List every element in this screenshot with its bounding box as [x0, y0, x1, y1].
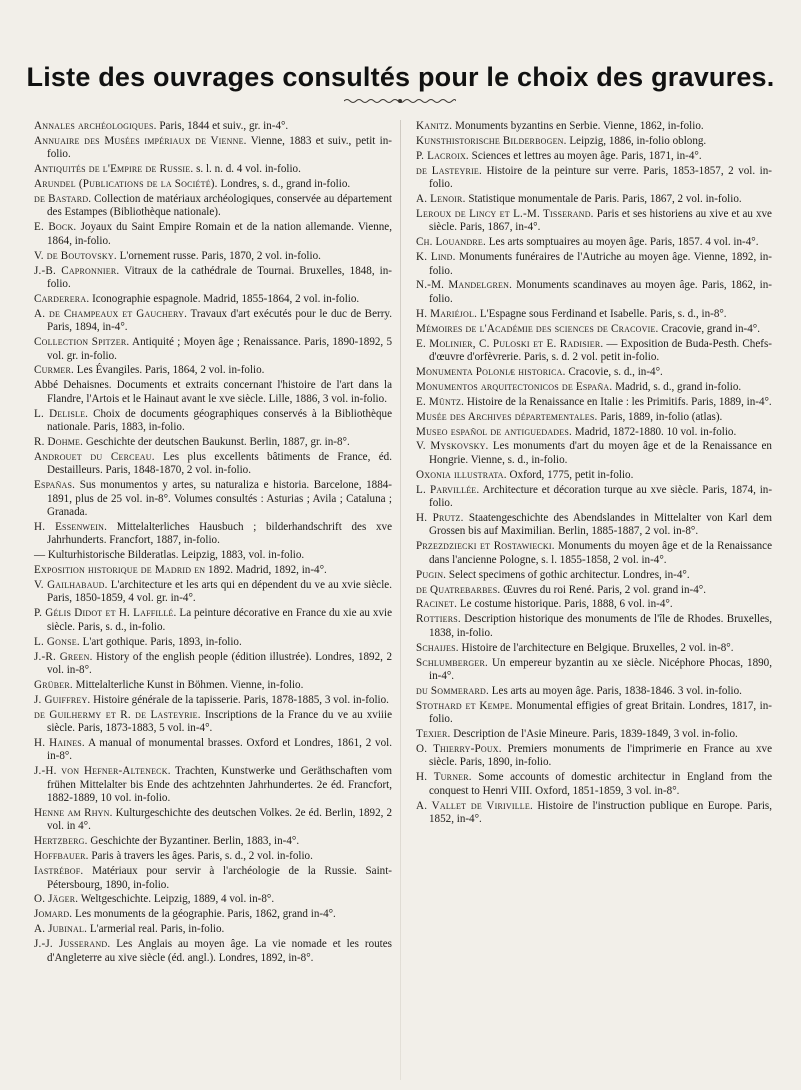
bibliography-entry [34, 908, 392, 921]
entry-author: E. Bock. [34, 221, 77, 234]
entry-author: Rottiers. [416, 613, 461, 626]
bibliography-entry [34, 549, 392, 562]
bibliography-entry [416, 366, 772, 379]
page-title: Liste des ouvrages consultés pour le choix des gravures. [26, 62, 775, 93]
bibliography-entry [34, 379, 392, 406]
entry-author: A. Jubinal. [34, 923, 88, 936]
entry-details: Monuments funéraires de l'Autriche au moyen âge. Vienne, 1892, in-folio. [429, 251, 772, 277]
bibliography-entry [416, 338, 772, 365]
entry-author: J.-B. Capronnier. [34, 264, 120, 277]
bibliography-entry [34, 135, 392, 162]
entry-details: Les plus excellents bâtiments de France, éd. Destailleurs. Paris, 1848-1870, 2 vol. in-folio. [47, 450, 392, 477]
bibliography-entry [34, 408, 392, 435]
entry-author: V. de Boutovsky. [34, 249, 117, 262]
bibliography-entry [416, 657, 772, 684]
entry-author: Schlumberger. [416, 656, 488, 669]
bibliography-entry [416, 381, 772, 394]
entry-details: Joyaux du Saint Empire Romain et de la nation allemande. Vienne, 1864, in-folio. [47, 221, 392, 247]
entry-details: Collection de matériaux archéologiques, conservée au département des Estampes (Bibliothèque nationale). [47, 193, 392, 219]
entry-author: Monumenta Poloniæ historica. [416, 365, 566, 378]
entry-details: Select specimens of gothic architectur. Londres, in-4°. [446, 568, 690, 581]
entry-author: du Sommerard. [416, 684, 489, 697]
entry-details: Choix de documents géographiques conservés à la Bibliothèque nationale. Paris, 1883, in-folio. [47, 407, 392, 434]
bibliography-entry [34, 178, 392, 191]
entry-author: J.-J. Jusserand. [34, 938, 111, 951]
entry-author: V. Gailhabaud. [34, 579, 108, 591]
bibliography-entry [416, 743, 772, 770]
bibliography-entry [416, 279, 772, 306]
bibliography-entry [34, 607, 392, 634]
bibliography-entry [34, 364, 392, 377]
entry-author: Arundel (Publications de la Société). [34, 178, 218, 191]
entry-author: Annales archéologiques. [34, 120, 157, 132]
entry-author: Pugin. [416, 568, 447, 581]
bibliography-entry [34, 765, 392, 805]
bibliography-entry [416, 396, 772, 409]
entry-details: Histoire de la Renaissance en Italie : les Primitifs. Paris, 1889, in-4°. [464, 395, 772, 408]
bibliography-entry [34, 308, 392, 335]
entry-details: Matériaux pour servir à l'archéologie de la Russie. Saint-Pétersbourg, 1890, in-folio. [47, 865, 392, 891]
entry-author: Annuaire des Musées impériaux de Vienne. [34, 134, 247, 147]
entry-details: Paris et ses historiens au xive et au xve siècle. Paris, 1867, in-4°. [429, 207, 772, 234]
entry-details: Kulturgeschichte des deutschen Volkes. 2e éd. Berlin, 1892, 2 vol. in 4°. [47, 807, 392, 833]
entry-details: Monuments scandinaves au moyen âge. Paris, 1862, in-folio. [429, 279, 773, 305]
entry-details: Œuvres du roi René. Paris, 2 vol. grand in-4°. [500, 583, 706, 596]
entry-author: Leroux de Lincy et L.-M. Tisserand. [416, 207, 594, 220]
bibliography-entry [34, 250, 392, 263]
entry-author: J. Guiffrey. [34, 693, 91, 706]
bibliography-entry [34, 865, 392, 892]
bibliography-entry [34, 120, 392, 133]
entry-details: Sciences et lettres au moyen âge. Paris, 1871, in-4°. [468, 149, 702, 162]
entry-author: de Bastard. [34, 193, 92, 206]
bibliography-left-column [34, 120, 392, 966]
bibliography-entry [416, 193, 772, 206]
bibliography-entry [416, 150, 772, 163]
bibliography-entry [416, 598, 772, 611]
entry-author: A. de Champeaux et Gauchery. [34, 307, 188, 320]
entry-details: Histoire de l'instruction publique en Europe. Paris, 1852, in-4°. [429, 799, 772, 825]
entry-details: — Kulturhistorische Bilderatlas. Leipzig, 1883, vol. in-folio. [34, 549, 305, 562]
entry-author: Kanitz. [416, 120, 453, 132]
bibliography-entry [416, 512, 772, 539]
entry-author: L. Delisle. [34, 407, 89, 420]
bibliography-entry [34, 479, 392, 519]
ornamental-rule [344, 97, 456, 105]
bibliography-entry [34, 807, 392, 834]
bibliography-entry [34, 709, 392, 736]
entry-author: Grüber. [34, 678, 73, 691]
entry-details: Monuments byzantins en Serbie. Vienne, 1862, in-folio. [452, 120, 704, 132]
bibliography-entry [34, 938, 392, 965]
bibliography-entry [416, 642, 772, 655]
entry-author: H. Haines. [34, 736, 85, 749]
entry-details: Histoire générale de la tapisserie. Paris, 1878-1885, 3 vol. in-folio. [90, 693, 389, 706]
entry-author: Collection Spitzer. [34, 336, 130, 349]
entry-author: Hoffbauer. [34, 850, 89, 863]
bibliography-entry [416, 569, 772, 582]
entry-details: Staatengeschichte des Abendslandes in Mittelalter von Karl dem Grossen bis auf Maximilian. Berlin, 1885-1887, 2 vol. in-8°. [429, 511, 772, 538]
bibliography-entry [34, 293, 392, 306]
entry-author: Schaijes. [416, 641, 459, 654]
entry-details: L'armerial real. Paris, in-folio. [87, 923, 225, 936]
entry-author: Españas. [34, 479, 76, 492]
entry-details: Paris, 1844 et suiv., gr. in-4°. [156, 120, 289, 132]
bibliography-entry [34, 451, 392, 478]
entry-author: J.-H. von Hefner-Alteneck. [34, 765, 171, 778]
entry-details: Madrid, s. d., grand in-folio. [612, 380, 742, 393]
entry-author: H. Prutz. [416, 511, 464, 524]
entry-details: Paris à travers les âges. Paris, s. d., 2 vol. in-folio. [88, 850, 313, 863]
entry-details: Le costume historique. Paris, 1888, 6 vol. in-4°. [457, 598, 673, 611]
entry-author: J.-R. Green. [34, 650, 93, 663]
entry-details: Cracovie, s. d., in-4°. [565, 365, 663, 378]
entry-author: Hertzberg. [34, 835, 88, 848]
bibliography-entry [34, 336, 392, 363]
entry-details: Leipzig, 1886, in-folio oblong. [566, 134, 707, 147]
entry-details: Les Anglais au moyen âge. La vie nomade et les routes d'Angleterre au xive siècle (éd. angl.). Londres, 1892, in-8°. [47, 938, 393, 964]
bibliography-entry [34, 737, 392, 764]
bibliography-entry [34, 221, 392, 248]
bibliography-right-column [416, 120, 772, 828]
entry-details: Les monuments de la géographie. Paris, 1862, grand in-4°. [72, 908, 336, 921]
entry-author: Mémoires de l'Académie des sciences de Cracovie. [416, 322, 659, 335]
entry-details: L'architecture et les arts qui en dépendent du ve au xvie siècle. Paris, 1850-1859, 4 vol. gr. in-4°. [47, 579, 393, 605]
entry-author: V. Myskovsky. [416, 440, 489, 453]
entry-author: Kunsthistorische Bilderbogen. [416, 134, 567, 147]
entry-author: Oxonia illustrata. [416, 468, 507, 481]
entry-details: Sus monumentos y artes, su naturaliza e historia. Barcelone, 1884-1891, plus de 25 vol. in-8°. Volumes consultés : Asturias ; Avila ; Cataluna ; Granada. [47, 479, 392, 518]
entry-author: Henne am Rhyn. [34, 807, 113, 819]
bibliography-entry [416, 800, 772, 827]
entry-details: Un empereur byzantin au xe siècle. Nicéphore Phocas, 1890, in-4°. [429, 656, 772, 682]
bibliography-entry [34, 521, 392, 548]
bibliography-entry [34, 193, 392, 220]
entry-details: A manual of monumental brasses. Oxford et Londres, 1861, 2 vol. in-8°. [47, 736, 392, 763]
bibliography-entry [34, 651, 392, 678]
entry-author: de Lasteyrie. [416, 164, 482, 177]
entry-author: H. Mariéjol. [416, 307, 478, 320]
entry-author: Androuet du Cerceau. [34, 450, 155, 463]
bibliography-entry [416, 440, 772, 467]
bibliography-entry [416, 584, 772, 597]
entry-author: R. Dohme. [34, 435, 84, 448]
entry-author: A. Vallet de Viriville. [416, 799, 533, 812]
entry-author: Ch. Louandre. [416, 236, 486, 249]
entry-author: Monumentos arquitectonicos de España. [416, 380, 613, 393]
entry-details: Premiers monuments de l'imprimerie en France au xve siècle. Paris, 1890, in-folio. [429, 742, 772, 769]
bibliography-entry [34, 564, 392, 577]
entry-author: Museo español de antiguedades. [416, 425, 572, 438]
bibliography-entry [416, 208, 772, 235]
entry-author: A. Lenoir. [416, 193, 466, 206]
bibliography-entry [34, 436, 392, 449]
entry-author: L. Parvillée. [416, 483, 480, 496]
entry-author: Musée des Archives départementales. [416, 410, 598, 423]
entry-details: Les arts somptuaires au moyen âge. Paris, 1857. 4 vol. in-4°. [485, 236, 759, 249]
entry-details: Madrid, 1872-1880. 10 vol. in-folio. [572, 425, 737, 438]
entry-details: Cracovie, grand in-4°. [658, 322, 760, 335]
bibliography-entry [416, 540, 772, 567]
entry-author: Antiquités de l'Empire de Russie. [34, 163, 194, 176]
entry-details: Monumental effigies of great Britain. Londres, 1817, in-folio. [429, 699, 772, 726]
entry-details: Trachten, Kunstwerke und Geräthschaften vom frühen Mittelalter bis Ende des achtzehnten Jahrhundertes. 2e éd. Francfort, 1882-1889, 10 vol. in-folio. [47, 765, 392, 805]
entry-details: L'Espagne sous Ferdinand et Isabelle. Paris, s. d., in-8°. [477, 307, 727, 320]
entry-author: E. Müntz. [416, 395, 465, 408]
entry-details: L'ornement russe. Paris, 1870, 2 vol. in-folio. [116, 249, 321, 262]
entry-author: de Quatrebarbes. [416, 583, 501, 596]
entry-details: Abbé Dehaisnes. Documents et extraits concernant l'histoire de l'art dans la Flandre, l'Artois et le Hainaut avant le xve siècle. Lille, 1886, 3 vol. in-folio. [34, 379, 392, 405]
bibliography-entry [416, 411, 772, 424]
entry-author: Exposition historique de Madrid en [34, 564, 206, 577]
bibliography-entry [416, 135, 772, 148]
column-divider [400, 120, 401, 1080]
entry-details: Description de l'Asie Mineure. Paris, 1839-1849, 3 vol. in-folio. [450, 728, 738, 741]
entry-details: Oxford, 1775, petit in-folio. [506, 468, 634, 481]
bibliography-entry [416, 426, 772, 439]
entry-author: de Guilhermy et R. de Lasteyrie. [34, 708, 201, 721]
entry-details: Mittelalterliches Hausbuch ; bilderhandschrift des xve Jahrhunderts. Francfort, 1887, in-folio. [47, 520, 392, 547]
bibliography-entry [416, 165, 772, 192]
entry-details: Antiquité ; Moyen âge ; Renaissance. Paris, 1890-1892, 5 vol. gr. in-folio. [47, 336, 393, 362]
bibliography-entry [416, 251, 772, 278]
entry-details: — Exposition de Buda-Pesth. Chefs-d'œuvre d'orfèvrerie. Paris, s. d. 2 vol. petit in-folio. [429, 337, 772, 363]
bibliography-entry [416, 700, 772, 727]
entry-author: P. Gélis Didot et H. Laffillé. [34, 607, 177, 620]
entry-details: History of the english people (édition illustrée). Londres, 1892, 2 vol. in-8°. [47, 650, 392, 676]
entry-details: Architecture et décoration turque au xve siècle. Paris, 1874, in-folio. [429, 483, 773, 510]
entry-details: Weltgeschichte. Leipzig, 1889, 4 vol. in-8°. [78, 893, 275, 906]
entry-author: K. Lind. [416, 251, 456, 264]
bibliography-entry [34, 835, 392, 848]
entry-details: Monuments du moyen âge et de la Renaissance dans l'ancienne Pologne, s. l. 1855-1858, 2 vol. in-4°. [429, 540, 773, 566]
entry-details: Mittelalterliche Kunst in Böhmen. Vienne, in-folio. [72, 678, 304, 691]
entry-author: Curmer. [34, 364, 75, 377]
bibliography-entry [34, 923, 392, 936]
entry-author: Jomard. [34, 908, 73, 921]
bibliography-entry [416, 728, 772, 741]
entry-author: O. Thierry-Poux. [416, 742, 502, 755]
bibliography-entry [416, 613, 772, 640]
entry-details: s. l. n. d. 4 vol. in-folio. [193, 163, 301, 176]
entry-details: Les Évangiles. Paris, 1864, 2 vol. in-folio. [74, 364, 265, 377]
bibliography-entry [34, 163, 392, 176]
bibliography-entry [416, 120, 772, 133]
bibliography-entry [416, 308, 772, 321]
entry-details: Londres, s. d., grand in-folio. [217, 178, 351, 191]
bibliography-entry [416, 484, 772, 511]
entry-details: Travaux d'art exécutés pour le duc de Berry. Paris, 1894, in-4°. [47, 307, 392, 334]
entry-details: Les monuments d'art du moyen âge et de la Renaissance en Hongrie. Vienne, s. d., in-folio. [429, 440, 772, 466]
bibliography-entry [416, 236, 772, 249]
bibliography-entry [416, 323, 772, 336]
entry-details: Vitraux de la cathédrale de Tournai. Bruxelles, 1848, in-folio. [47, 264, 392, 290]
entry-details: Statistique monumentale de Paris. Paris, 1867, 2 vol. in-folio. [465, 193, 742, 206]
entry-details: Vienne, 1883 et suiv., petit in-folio. [47, 134, 392, 161]
entry-author: E. Molinier, C. Puloski et E. Radisier. [416, 337, 604, 350]
entry-details: Les arts au moyen âge. Paris, 1838-1846. 3 vol. in-folio. [489, 684, 742, 697]
entry-details: Histoire de la peinture sur verre. Paris, 1853-1857, 2 vol. in-folio. [429, 164, 772, 191]
bibliography-entry [416, 685, 772, 698]
bibliography-entry [416, 469, 772, 482]
entry-author: Texier. [416, 728, 451, 741]
entry-details: L'art gothique. Paris, 1893, in-folio. [79, 635, 242, 648]
entry-author: H. Essenwein. [34, 520, 108, 533]
entry-author: Przezdziecki et Rostawiecki. [416, 540, 555, 553]
entry-details: 1892. Madrid, 1892, in-4°. [205, 564, 327, 577]
entry-author: L. Gonse. [34, 635, 80, 648]
bibliography-entry [34, 850, 392, 863]
entry-details: Paris, 1889, in-folio (atlas). [597, 410, 723, 423]
bibliography-entry [34, 694, 392, 707]
bibliography-entry [34, 579, 392, 606]
entry-author: N.-M. Mandelgren. [416, 279, 513, 292]
entry-author: Racinet. [416, 598, 458, 611]
entry-author: Stothard et Kempe. [416, 699, 513, 712]
bibliography-entry [34, 893, 392, 906]
entry-author: O. Jäger. [34, 893, 79, 906]
entry-details: Iconographie espagnole. Madrid, 1855-1864, 2 vol. in-folio. [89, 292, 360, 305]
entry-details: Inscriptions de la France du ve au xviiie siècle. Paris, 1873-1883, 5 vol. in-4°. [47, 708, 392, 735]
bibliography-entry [34, 265, 392, 292]
bibliography-entry [416, 771, 772, 798]
entry-details: La peinture décorative en France du xie au xvie siècle. Paris, s. d., in-folio. [47, 607, 392, 633]
entry-author: H. Turner. [416, 771, 472, 784]
entry-details: Histoire de l'architecture en Belgique. Bruxelles, 2 vol. in-8°. [458, 641, 734, 654]
entry-details: Geschichte der deutschen Baukunst. Berlin, 1887, gr. in-8°. [83, 435, 350, 448]
bibliography-entry [34, 679, 392, 692]
entry-author: P. Lacroix. [416, 149, 469, 162]
entry-details: Geschichte der Byzantiner. Berlin, 1883, in-4°. [87, 835, 300, 848]
entry-details: Some accounts of domestic architectur in England from the conquest to Henri VIII. Oxford, 1851-1859, 3 vol. in-8°. [429, 771, 772, 797]
entry-details: Description historique des monuments de l'île de Rhodes. Bruxelles, 1838, in-folio. [429, 613, 772, 639]
bibliography-entry [34, 636, 392, 649]
entry-author: Carderera. [34, 292, 90, 305]
entry-author: Iastrébof. [34, 865, 84, 878]
